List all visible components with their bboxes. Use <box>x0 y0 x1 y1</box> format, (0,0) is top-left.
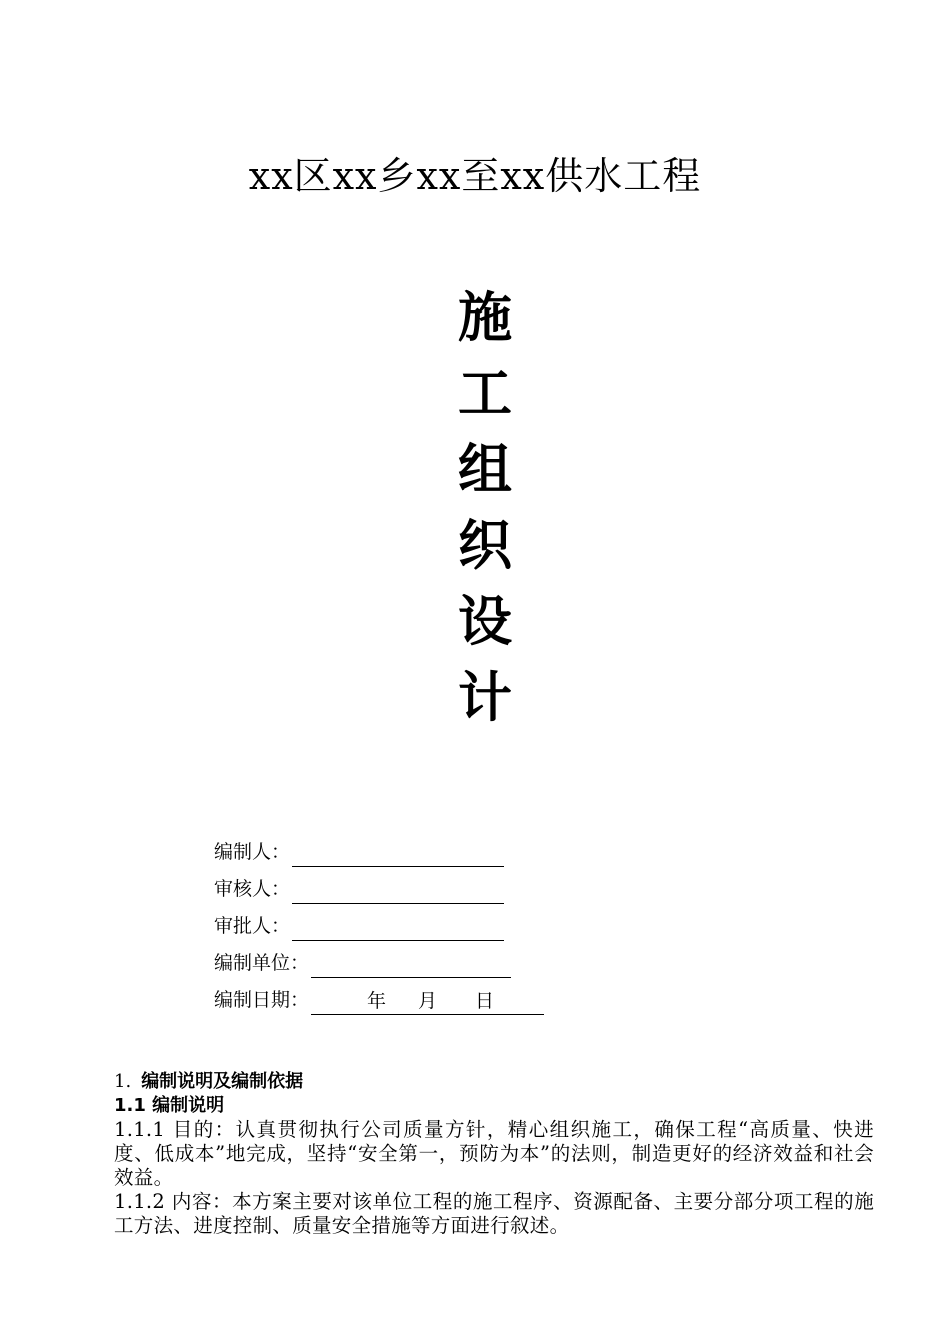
date-row <box>214 978 544 1015</box>
compiler-signature-line <box>292 842 504 867</box>
document-title-char: 计 <box>458 666 512 729</box>
date-day-label: 日 <box>475 990 495 1012</box>
signoff-block <box>214 830 544 1015</box>
document-title-char: 施 <box>458 286 512 349</box>
reviewer-label: 审核人： <box>214 878 291 900</box>
unit-label: 编制单位： <box>214 952 310 974</box>
project-title: xx区xx乡xx至xx供水工程 <box>248 154 702 198</box>
document-title <box>425 280 545 736</box>
section-heading-text: 编制说明及编制依据 <box>141 1071 304 1092</box>
unit-row <box>214 941 544 978</box>
section-1 <box>114 1070 874 1238</box>
date-label: 编制日期： <box>214 989 310 1011</box>
date-month-label: 月 <box>418 990 438 1012</box>
reviewer-signature-line <box>292 879 504 904</box>
paragraph-content: 1.1.2 内容：本方案主要对该单位工程的施工程序、资源配备、主要分部分项工程的施工方法、进度控制、质量安全措施等方面进行叙述。 <box>114 1190 874 1237</box>
subsection-heading: 1.1 编制说明 <box>114 1095 225 1116</box>
paragraph-purpose: 1.1.1 目的：认真贯彻执行公司质量方针，精心组织施工，确保工程“高质量、快进度、低成本”地完成，坚持“安全第一，预防为本”的法则，制造更好的经济效益和社会效益。 <box>114 1118 874 1189</box>
document-title-char: 设 <box>458 590 512 653</box>
date-line <box>311 988 544 1015</box>
reviewer-row <box>214 867 544 904</box>
section-number: 1. <box>114 1071 132 1092</box>
unit-signature-line <box>311 953 511 978</box>
date-year-label: 年 <box>367 990 387 1012</box>
document-title-char: 组 <box>458 438 512 501</box>
section-heading <box>114 1070 874 1094</box>
approver-label: 审批人： <box>214 915 291 937</box>
document-title-char: 工 <box>458 362 512 425</box>
compiler-label: 编制人： <box>214 841 291 863</box>
approver-row <box>214 904 544 941</box>
document-title-char: 织 <box>458 514 512 577</box>
approver-signature-line <box>292 916 504 941</box>
compiler-row <box>214 830 544 867</box>
